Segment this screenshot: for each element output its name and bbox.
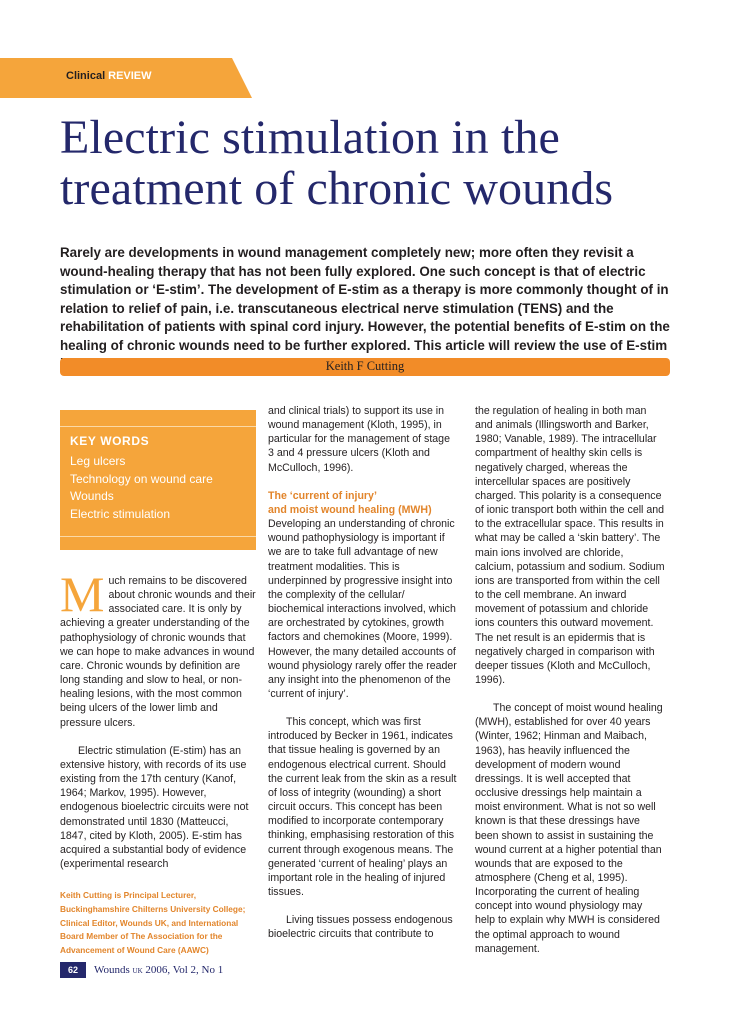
subheading-current-of-injury — [268, 489, 458, 517]
author-bio: Keith Cutting is Principal Lecturer, Buckinghamshire Chilterns University College; Clinical Editor, Wounds UK, and International Board Member of The Association for the Advancement of Wound Care (AAWC) — [60, 890, 246, 956]
body-paragraph: Living tissues possess endogenous bioelectric circuits that contribute to — [268, 914, 453, 941]
section-label-review: REVIEW — [108, 70, 152, 82]
body-paragraph: Developing an understanding of chronic wound pathophysiology is important if we are to take full advantage of new treatment modalities. This is underpinned by progressive insight into the complexity of the cellular/ biochemical interactions involved, which are orchestrated by cytokines, growth factors and chemokines (Moore, 1999). However, the many detailed accounts of wound physiology rarely offer the reader any insight into the phenomenon of the ‘current of injury’. — [268, 518, 457, 700]
body-paragraph: the regulation of healing in both man and animals (Illingsworth and Barker, 1980; Vanable, 1989). The intracellular compartment of healthy skin cells is negatively charged, whereas the intercellular spaces are positively charged. This polarity is a consequence of ionic transport both within the cell and to the extracellular space. This results in what may be called a ‘skin battery’. The main ions involved are chloride, calcium, potassium and sodium. Sodium ions are transported from within the cell to the cell membrane. An inward movement of potassium and chloride ions counters this outward movement. The net result is an epidermis that is negatively charged in comparison with deeper tissues (Kloth and McCulloch, 1996). — [475, 405, 665, 686]
body-paragraph-text: uch remains to be discovered about chronic wounds and their associated care. It is only by achieving a greater understanding of the pathophysiology of chronic wounds that we can hope to make advances in wound care. Chronic wounds by definition are long standing and slow to heal, or non-healing lesions, with the most common being ulcers of the lower limb and pressure ulcers. — [60, 575, 256, 729]
body-column-3 — [475, 404, 665, 956]
article-title: Electric stimulation in the treatment of chronic wounds — [60, 111, 614, 215]
keywords-bottom-rule — [60, 536, 256, 537]
body-paragraph: The concept of moist wound healing (MWH), established for over 40 years (Winter, 1962; Hinman and Maibach, 1963), has heavily influenced the development of modern wound dressings. It is well accepted that occlusive dressings help maintain a moist environment. What is not so well known is that these dressings have been shown to assist in sustaining the wound current at a higher potential than wounds that are exposed to the atmosphere (Cheng et al, 1995). Incorporating the current of healing concept into wound physiology may help to explain why MWH is considered the optimal approach to wound management. — [475, 702, 663, 955]
section-tab — [0, 58, 252, 98]
keywords-box — [60, 410, 256, 550]
standfirst: Rarely are developments in wound management completely new; more often they revisit a wound-healing therapy that has not been fully explored. One such concept is that of electric stimulation or ‘E-stim’. The development of E-stim as a therapy is more commonly thought of in relation to relief of pain, i.e. transcutaneous electrical nerve stimulation (TENS) and the rehabilitation of patients with spinal cord injury. However, the potential benefits of E-stim on the healing of chronic wounds need to be further explored. This article will review the use of E-stim — [60, 245, 670, 353]
keywords-list — [70, 453, 213, 523]
body-paragraph: and clinical trials) to support its use in wound management (Kloth, 1995), in particular for the management of stage 3 and 4 pressure ulcers (Kloth and McCulloch, 1996). — [268, 405, 450, 474]
subheading-line: The ‘current of injury’ — [268, 489, 377, 502]
section-label-clinical: Clinical — [66, 70, 106, 82]
section-label — [66, 70, 152, 82]
page-number: 62 — [60, 962, 86, 978]
journal-citation — [94, 964, 223, 976]
author-name: Keith F Cutting — [325, 359, 405, 373]
keywords-top-rule — [60, 426, 256, 427]
body-paragraph: Electric stimulation (E-stim) has an extensive history, with records of its use existing from the 17th century (Kanof, 1964; Markov, 1995). However, endogenous bioelectric circuits were not demonstrated until 1830 (Matteucci, 1847, cited by Kloth, 2005). E-stim has acquired a substantial body of evidence (experimental research — [60, 744, 249, 870]
keyword-item: Wounds — [70, 489, 114, 503]
subheading-line: and moist wound healing (MWH) — [268, 503, 432, 516]
body-column-2 — [268, 404, 458, 941]
journal-issue: 2006, Vol 2, No 1 — [145, 964, 224, 976]
keywords-heading: KEY WORDS — [70, 434, 150, 448]
keyword-item: Technology on wound care — [70, 471, 213, 486]
drop-cap: M — [60, 566, 105, 622]
body-paragraph: This concept, which was first introduced by Becker in 1961, indicates that tissue healing is governed by an endogenous electrical current. Should the current leak from the skin as a result of loss of integrity (wounding) a short circuit occurs. This concept has been modified to incorporate contemporary thinking, emphasising restoration of this current through exogenous means. The generated ‘current of healing’ plays an important role in the healing of injured tissues. — [268, 716, 457, 898]
journal-name: Wounds — [94, 964, 130, 976]
author-byline — [60, 358, 670, 376]
body-column-1 — [60, 566, 256, 871]
body-paragraph — [60, 566, 256, 730]
keyword-item: Leg ulcers — [70, 454, 126, 468]
journal-uk: UK — [132, 967, 143, 975]
keyword-item: Electric stimulation — [70, 506, 171, 521]
